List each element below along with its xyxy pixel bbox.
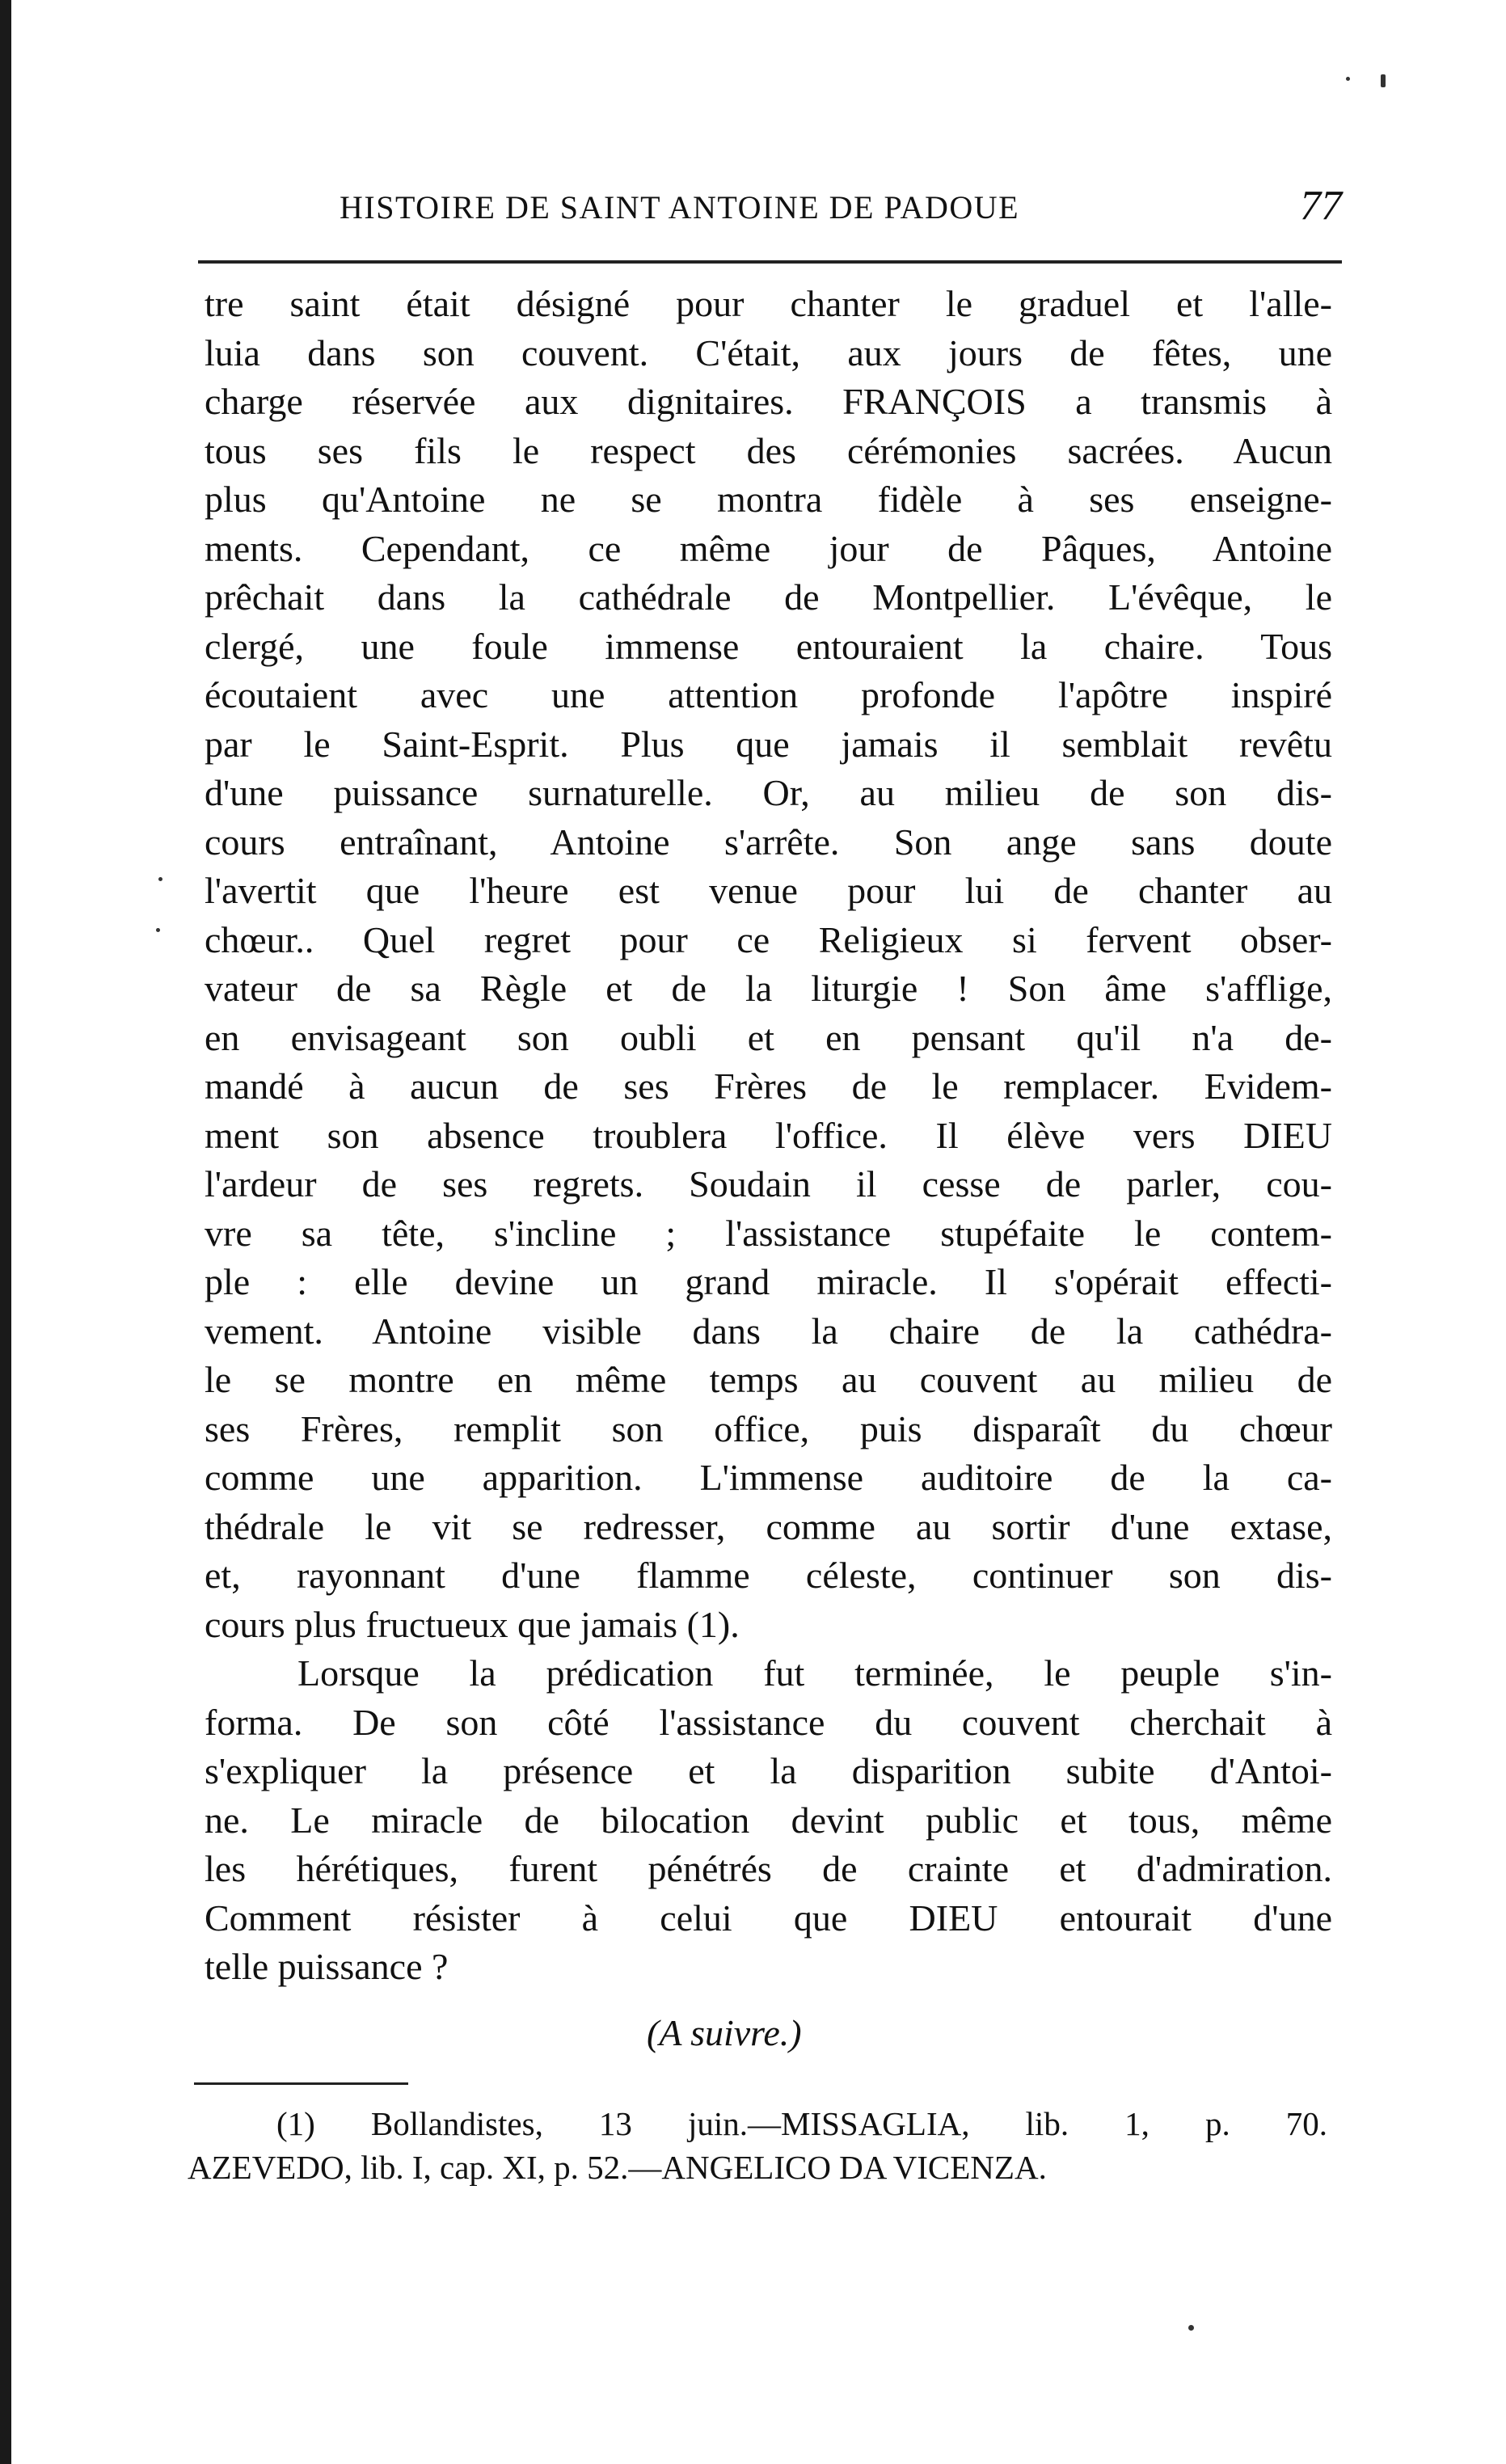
text-line: charge réservée aux dignitaires. FRANÇOIS a transmis à [205,381,1332,422]
text-line: l'avertit que l'heure est venue pour lui de chanter au [205,870,1332,911]
text-line: thédrale le vit se redresser, comme au sortir d'une extase, [205,1505,1332,1547]
text-line: cours entraînant, Antoine s'arrête. Son ange sans doute [205,821,1332,863]
text-line: ple : elle devine un grand miracle. Il s'opérait effecti- [205,1261,1332,1302]
running-head: HISTOIRE DE SAINT ANTOINE DE PADOUE [340,189,1020,226]
text-line: luia dans son couvent. C'était, aux jours de fêtes, une [205,331,1332,373]
page-number: 77 [1300,183,1342,229]
text-line: Comment résister à celui que DIEU entourait d'une [205,1897,1332,1939]
text-line: s'expliquer la présence et la disparition subite d'Antoi- [205,1750,1332,1791]
print-speck [1381,74,1386,87]
main-text [205,280,1332,1992]
page-binding-edge [0,0,11,2464]
text-line: tous ses fils le respect des cérémonies sacrées. Aucun [205,429,1332,471]
text-line: chœur.. Quel regret pour ce Religieux si fervent obser- [205,918,1332,960]
text-line: le se montre en même temps au couvent au milieu de [205,1359,1332,1400]
print-speck [1188,2325,1194,2331]
print-speck [158,877,162,881]
text-line: les hérétiques, furent pénétrés de crainte et d'admiration. [205,1848,1332,1889]
text-line: cours plus fructueux que jamais (1). [205,1603,740,1645]
print-speck [1346,77,1350,81]
text-line: comme une apparition. L'immense auditoire de la ca- [205,1457,1332,1498]
footnote-line: AZEVEDO, lib. I, cap. XI, p. 52.—ANGELICO DA VICENZA. [188,2149,1047,2186]
text-line: plus qu'Antoine ne se montra fidèle à ses enseigne- [205,479,1332,520]
text-line: vateur de sa Règle et de la liturgie ! Son âme s'afflige, [205,968,1332,1009]
footnote-rule [194,2082,408,2085]
text-line: et, rayonnant d'une flamme céleste, continuer son dis- [205,1555,1332,1596]
footnote-line: (1) Bollandistes, 13 juin.—MISSAGLIA, lib. 1, p. 70. [276,2105,1327,2142]
to-be-continued: (A suivre.) [647,2012,802,2053]
print-speck [156,928,160,932]
text-line: ne. Le miracle de bilocation devint public et tous, même [205,1799,1332,1841]
footnotes [188,2102,1327,2189]
text-line: d'une puissance surnaturelle. Or, au milieu de son dis- [205,772,1332,813]
text-line: clergé, une foule immense entouraient la chaire. Tous [205,625,1332,667]
text-line: forma. De son côté l'assistance du couvent cherchait à [205,1701,1332,1743]
text-line: écoutaient avec une attention profonde l'apôtre inspiré [205,674,1332,715]
text-line: vement. Antoine visible dans la chaire de la cathédra- [205,1310,1332,1352]
text-line: mandé à aucun de ses Frères de le remplacer. Evidem- [205,1065,1332,1107]
text-line: Lorsque la prédication fut terminée, le peuple s'in- [297,1652,1332,1694]
text-line: telle puissance ? [205,1946,449,1987]
text-line: prêchait dans la cathédrale de Montpellier. L'évêque, le [205,576,1332,618]
text-line: ses Frères, remplit son office, puis disparaît du chœur [205,1407,1332,1449]
text-line: l'ardeur de ses regrets. Soudain il cesse de parler, cou- [205,1163,1332,1205]
text-line: ment son absence troublera l'office. Il élève vers DIEU [205,1114,1332,1156]
text-line: tre saint était désigné pour chanter le graduel et l'alle- [205,283,1332,324]
text-line: en envisageant son oubli et en pensant qu'il n'a de- [205,1016,1332,1058]
text-line: ments. Cependant, ce même jour de Pâques, Antoine [205,527,1332,569]
page-header [340,182,1342,238]
text-line: vre sa tête, s'incline ; l'assistance stupéfaite le contem- [205,1212,1332,1254]
text-line: par le Saint-Esprit. Plus que jamais il semblait revêtu [205,723,1332,765]
header-rule [198,260,1342,264]
